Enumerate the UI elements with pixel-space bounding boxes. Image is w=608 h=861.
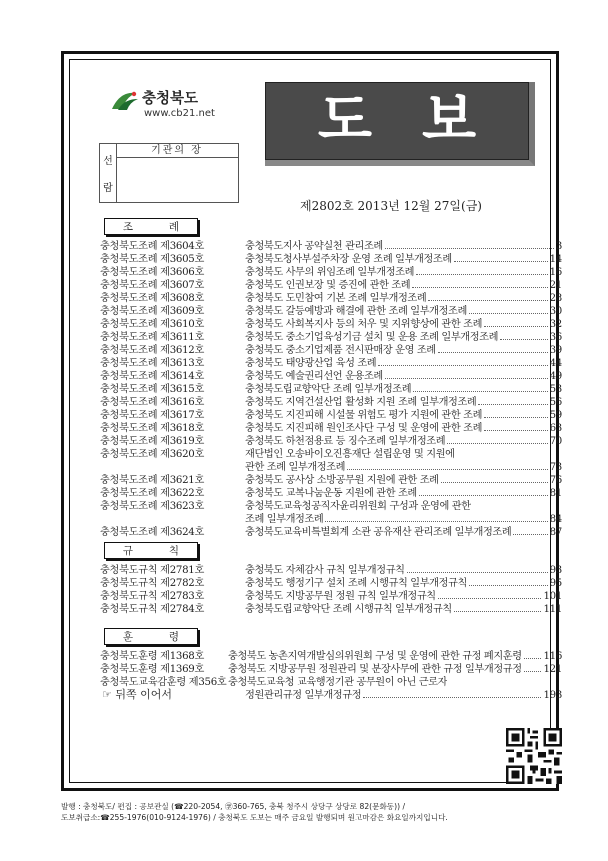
- leader-dots: [478, 404, 547, 405]
- entry-title: 충청북도 지진피해 시설물 위험도 평가 지원에 관한 조례: [245, 410, 483, 421]
- entry-page: 101: [543, 591, 562, 602]
- toc-entry: [100, 292, 562, 305]
- leader-dots: [441, 482, 548, 483]
- toc-entry: [100, 370, 562, 383]
- entry-code: 충청북도조례 제3613호: [100, 358, 204, 369]
- entry-title: 충청북도 지역건설산업 활성화 지원 조례 일부개정조례: [245, 397, 477, 408]
- entry-page: 84: [549, 514, 562, 525]
- entry-code: 충청북도조례 제3618호: [100, 423, 204, 434]
- section-label-ordinance: [104, 218, 198, 235]
- logo-url: www.cb21.net: [144, 108, 215, 119]
- toc-entry: [100, 266, 562, 279]
- entry-code: 충청북도조례 제3621호: [100, 475, 204, 486]
- section-label-char: 령: [168, 631, 180, 643]
- approval-box: [99, 143, 239, 203]
- entry-title: 충청북도 농촌지역개발심의위원회 구성 및 운영에 관한 규정 폐지훈령: [228, 651, 522, 662]
- leader-dots: [484, 430, 548, 431]
- section-label-rules: [104, 542, 198, 559]
- leader-dots: [454, 611, 542, 612]
- entry-code: 충청북도훈령 제1369호: [100, 664, 204, 675]
- leader-dots: [385, 378, 548, 379]
- entry-title: 충청북도청사부설주차장 운영 조례 일부개정조례: [245, 254, 452, 265]
- entry-page: 28: [549, 293, 562, 304]
- section-label-char: 칙: [168, 545, 180, 557]
- qr-code-icon: [506, 728, 562, 784]
- toc-entry-continuation: [100, 461, 562, 474]
- entry-page: 81: [549, 488, 562, 499]
- toc-entry: [100, 650, 562, 663]
- entry-code: 충청북도교육감훈령 제356호: [100, 677, 227, 688]
- entry-title: 충청북도 지진피해 원인조사단 구성 및 운영에 관한 조례: [245, 423, 483, 434]
- approval-header: 기관의 장: [116, 144, 238, 158]
- entry-code: 충청북도조례 제3604호: [100, 241, 204, 252]
- toc-entry: [100, 603, 562, 616]
- entry-page: 111: [543, 604, 562, 615]
- entry-page: 14: [549, 254, 562, 265]
- entry-code: 충청북도규칙 제2781호: [100, 565, 204, 576]
- leader-dots: [469, 585, 548, 586]
- entry-code: 충청북도조례 제3606호: [100, 267, 204, 278]
- entry-title: 충청북도교육비특별회계 소관 공유재산 관리조례 일부개정조례: [245, 527, 512, 538]
- entry-page: 16: [549, 267, 562, 278]
- entry-title: 충청북도지사 공약실천 관리조례: [245, 241, 383, 252]
- title-banner: [265, 82, 535, 166]
- entry-code: 충청북도규칙 제2782호: [100, 578, 204, 589]
- leader-dots: [524, 658, 542, 659]
- entry-code: 충청북도조례 제3617호: [100, 410, 204, 421]
- toc-entry: [100, 279, 562, 292]
- section-label-directives: [104, 628, 198, 645]
- entry-page: 3: [555, 241, 562, 252]
- entry-title: 충청북도 중소기업육성기금 설치 및 운용 조례 일부개정조례: [245, 332, 499, 343]
- entry-page: 76: [549, 475, 562, 486]
- entry-page: 116: [543, 651, 562, 662]
- rules-list: [100, 564, 562, 616]
- entry-code: 충청북도규칙 제2783호: [100, 591, 204, 602]
- toc-entry: [100, 396, 562, 409]
- entry-code: 충청북도조례 제3609호: [100, 306, 204, 317]
- entry-title: 충청북도 갈등예방과 해결에 관한 조례 일부개정조례: [245, 306, 467, 317]
- entry-title: 충청북도 인권보장 및 증진에 관한 조례: [245, 280, 411, 291]
- leader-dots: [524, 671, 542, 672]
- entry-title: 충청북도 사회복지사 등의 처우 및 지위향상에 관한 조례: [245, 319, 483, 330]
- entry-title: 충청북도 도민참여 기본 조례 일부개정조례: [245, 293, 427, 304]
- toc-entry: [100, 331, 562, 344]
- entry-code: 충청북도조례 제3620호: [100, 449, 204, 460]
- toc-entry: [100, 318, 562, 331]
- toc-entry: [100, 383, 562, 396]
- entry-code: 충청북도조례 제3623호: [100, 501, 204, 512]
- toc-entry: [100, 500, 562, 513]
- leader-dots: [484, 326, 548, 327]
- leader-dots: [419, 495, 548, 496]
- toc-entry: [100, 435, 562, 448]
- entry-page: 59: [549, 410, 562, 421]
- footer: [61, 801, 561, 823]
- leader-dots: [513, 534, 547, 535]
- toc-entry: [100, 577, 562, 590]
- toc-entry: [100, 487, 562, 500]
- leader-dots: [416, 274, 548, 275]
- entry-title: 충청북도 교복나눔운동 지원에 관한 조례: [245, 488, 417, 499]
- entry-code: 충청북도조례 제3611호: [100, 332, 204, 343]
- leader-dots: [325, 521, 547, 522]
- entry-title: 충청북도립교향악단 조례 일부개정조례: [245, 384, 412, 395]
- leader-dots: [484, 417, 548, 418]
- entry-title: 충청북도 행정기구 설치 조례 시행규칙 일부개정규칙: [245, 578, 467, 589]
- approval-side: [100, 144, 117, 202]
- entry-title: 충청북도 사무의 위임조례 일부개정조례: [245, 267, 415, 278]
- leader-dots: [407, 572, 548, 573]
- leader-dots: [438, 598, 542, 599]
- title-char-2: 보: [422, 88, 477, 153]
- entry-title: 재단법인 오송바이오진흥재단 설립운영 및 지원에: [245, 449, 455, 460]
- toc-entry: [100, 474, 562, 487]
- entry-code: 충청북도조례 제3612호: [100, 345, 204, 356]
- toc-entry: [100, 344, 562, 357]
- toc-entry: [100, 409, 562, 422]
- entry-code: 충청북도조례 제3622호: [100, 488, 204, 499]
- entry-title: 충청북도교육청공직자윤리위원회 구성과 운영에 관한: [245, 501, 471, 512]
- entry-page: 95: [549, 578, 562, 589]
- toc-entry: [100, 305, 562, 318]
- title-char-1: 도: [317, 88, 372, 153]
- chungbuk-emblem-icon: [110, 89, 140, 113]
- entry-code: 충청북도조례 제3615호: [100, 384, 204, 395]
- entry-page: 53: [549, 384, 562, 395]
- leader-dots: [469, 313, 548, 314]
- entry-page: 193: [543, 690, 562, 701]
- entry-title: 충청북도 지방공무원 정원 규칙 일부개정규칙: [245, 591, 436, 602]
- entry-title: 충청북도 중소기업제품 전시판매장 운영 조례: [245, 345, 436, 356]
- entry-page: 70: [549, 436, 562, 447]
- bulletin-inner-border: [69, 59, 562, 783]
- entry-page: 49: [549, 371, 562, 382]
- chungbuk-logo: [110, 87, 240, 129]
- toc-entry: [100, 240, 562, 253]
- entry-code: 충청북도조례 제3624호: [100, 527, 204, 538]
- entry-page: 93: [549, 565, 562, 576]
- entry-page: 63: [549, 423, 562, 434]
- leader-dots: [412, 287, 547, 288]
- entry-page: 121: [543, 664, 562, 675]
- section-label-char: 례: [168, 221, 180, 233]
- entry-title: 충청북도립교향악단 조례 시행규칙 일부개정규칙: [245, 604, 452, 615]
- leader-dots: [347, 469, 548, 470]
- leader-dots: [385, 248, 554, 249]
- toc-entry: [100, 526, 562, 539]
- section-label-char: 규: [122, 545, 134, 557]
- leader-dots: [454, 261, 548, 262]
- entry-title: 충청북도교육청 교육행정기관 공무원이 아닌 근로자: [228, 677, 448, 688]
- entry-page: 30: [549, 306, 562, 317]
- toc-entry-continuation: [100, 513, 562, 526]
- approval-side-2: 람: [103, 183, 113, 194]
- entry-code: 충청북도조례 제3610호: [100, 319, 204, 330]
- leader-dots: [413, 391, 547, 392]
- entry-page: 36: [549, 332, 562, 343]
- toc-entry: [100, 564, 562, 577]
- toc-entry: [100, 357, 562, 370]
- entry-title: 충청북도 공사상 소방공무원 지원에 관한 조례: [245, 475, 439, 486]
- issue-info: 제2802호 2013년 12월 27일(금): [300, 199, 482, 213]
- entry-code: 충청북도조례 제3616호: [100, 397, 204, 408]
- toc-entry: [100, 663, 562, 676]
- leader-dots: [428, 300, 547, 301]
- entry-title-cont: 관한 조례 일부개정조례: [245, 462, 346, 473]
- footer-line-2: 도보취급소:☎255-1976(010-9124-1976) / 충청북도 도보는 매주 금요일 발행되며 원고마감은 화요일까지입니다.: [61, 813, 448, 822]
- entry-code: 충청북도규칙 제2784호: [100, 604, 204, 615]
- entry-page: 56: [549, 397, 562, 408]
- continued-notice: ☞ 뒤쪽 이어서: [102, 688, 172, 701]
- entry-code: 충청북도조례 제3619호: [100, 436, 204, 447]
- section-label-char: 훈: [122, 631, 134, 643]
- entry-title: 충청북도 지방공무원 정원관리 및 분장사무에 관한 규정 일부개정규정: [228, 664, 522, 675]
- leader-dots: [500, 339, 548, 340]
- leader-dots: [438, 352, 548, 353]
- ordinance-list: [100, 240, 562, 539]
- entry-title: 충청북도 자체감사 규칙 일부개정규칙: [245, 565, 405, 576]
- entry-code: 충청북도조례 제3608호: [100, 293, 204, 304]
- leader-dots: [378, 365, 547, 366]
- entry-page: 39: [549, 345, 562, 356]
- toc-entry: [100, 253, 562, 266]
- bulletin-frame: [61, 51, 562, 791]
- entry-title: 충청북도 태양광산업 육성 조례: [245, 358, 377, 369]
- logo-name: 충청북도: [142, 91, 199, 107]
- entry-title: 충청북도 하천점용료 등 징수조례 일부개정조례: [245, 436, 446, 447]
- entry-code: 충청북도조례 제3605호: [100, 254, 204, 265]
- approval-side-1: 선: [103, 156, 113, 167]
- entry-title-cont: 조례 일부개정조례: [245, 514, 324, 525]
- entry-code: 충청북도훈령 제1368호: [100, 651, 204, 662]
- leader-dots: [363, 697, 541, 698]
- toc-entry: [100, 448, 562, 461]
- entry-code: 충청북도조례 제3607호: [100, 280, 204, 291]
- entry-page: 73: [549, 462, 562, 473]
- leader-dots: [447, 443, 547, 444]
- entry-code: 충청북도조례 제3614호: [100, 371, 204, 382]
- entry-page: 44: [549, 358, 562, 369]
- entry-title-cont: 정원관리규정 일부개정규정: [245, 690, 362, 701]
- toc-entry: [100, 422, 562, 435]
- entry-title: 충청북도 예술권리선언 운용조례: [245, 371, 383, 382]
- footer-line-1: 발행 : 충청북도/ 편집 : 공보관실 (☎220-2054, ㊫360-765, 충북 청주시 상당구 상당로 82(문화동)) /: [61, 802, 406, 811]
- entry-page: 21: [549, 280, 562, 291]
- section-label-char: 조: [122, 221, 134, 233]
- entry-page: 32: [549, 319, 562, 330]
- entry-page: 87: [549, 527, 562, 538]
- toc-entry: [100, 590, 562, 603]
